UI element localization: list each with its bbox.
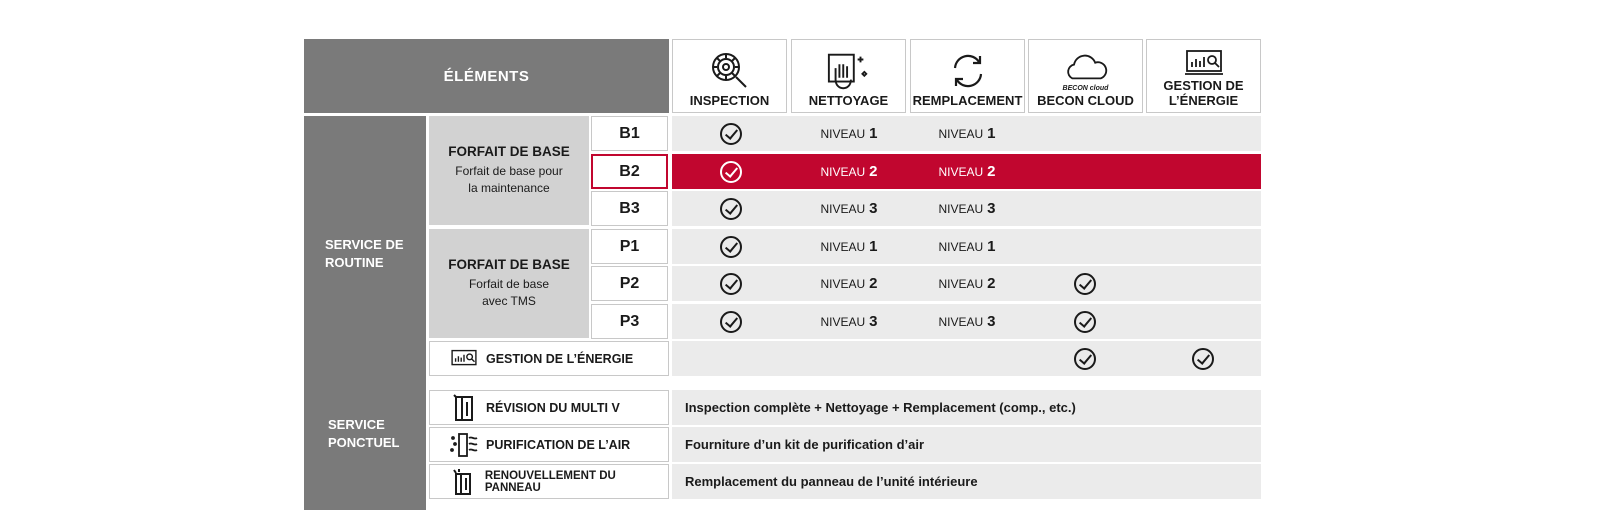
cloud-icon xyxy=(1063,49,1109,93)
column-label-becon-cloud: BECON CLOUD xyxy=(1037,93,1134,108)
column-label-nettoyage: NETTOYAGE xyxy=(808,93,889,108)
check-icon xyxy=(720,311,742,333)
inspection-cell xyxy=(672,191,790,226)
becon-cell xyxy=(1026,116,1144,151)
package-title: FORFAIT DE BASE xyxy=(448,144,570,159)
level-number: 1 xyxy=(987,125,996,142)
column-label-inspection: INSPECTION xyxy=(689,93,770,108)
package-code-p1[interactable]: P1 xyxy=(591,229,668,264)
column-header-becon-cloud xyxy=(1028,39,1143,113)
remplacement-level-cell xyxy=(908,229,1026,264)
column-header-remplacement xyxy=(910,39,1025,113)
gestion-cell xyxy=(1144,341,1261,376)
check-icon xyxy=(1074,311,1096,333)
level-number: 1 xyxy=(869,125,878,142)
energy-monitor-icon xyxy=(448,345,480,373)
inspection-cell xyxy=(672,304,790,339)
package-title: FORFAIT DE BASE xyxy=(448,257,570,272)
check-icon xyxy=(1074,273,1096,295)
package-code-b3[interactable]: B3 xyxy=(591,191,668,226)
level-word: NIVEAU xyxy=(820,239,866,254)
section-ponctuel-label: SERVICE PONCTUEL xyxy=(328,417,400,450)
becon-cell xyxy=(1026,266,1144,301)
becon-cell xyxy=(1026,154,1144,189)
package-row-p3[interactable] xyxy=(672,304,1261,339)
inspection-cell xyxy=(672,116,790,151)
level-word: NIVEAU xyxy=(820,164,866,179)
package-row-p2[interactable] xyxy=(672,266,1261,301)
multi-v-unit-icon xyxy=(448,394,480,422)
inspection-cell xyxy=(672,266,790,301)
column-header-gestion-energie xyxy=(1146,39,1261,113)
level-number: 3 xyxy=(987,200,996,217)
ponctuel-description: Remplacement du panneau de l’unité intérieure xyxy=(672,464,1261,499)
ponctuel-label: PURIFICATION DE L’AIR xyxy=(486,437,631,452)
column-header-inspection xyxy=(672,39,787,113)
cloud-icon-text: BECON cloud xyxy=(1062,85,1109,92)
package-code-p3[interactable]: P3 xyxy=(591,304,668,339)
package-row-b1[interactable] xyxy=(672,116,1261,151)
ponctuel-item-air-purification[interactable] xyxy=(429,427,669,462)
check-icon xyxy=(720,236,742,258)
level-word: NIVEAU xyxy=(938,126,984,141)
level-word: NIVEAU xyxy=(820,126,866,141)
level-word: NIVEAU xyxy=(820,314,866,329)
package-code-p2[interactable]: P2 xyxy=(591,266,668,301)
level-number: 1 xyxy=(869,238,878,255)
energy-management-label[interactable] xyxy=(429,341,669,376)
check-icon xyxy=(720,273,742,295)
energy-management-text: GESTION DE L’ÉNERGIE xyxy=(486,351,634,366)
nettoyage-level-cell xyxy=(790,266,908,301)
level-number: 1 xyxy=(987,238,996,255)
gear-magnifier-icon xyxy=(707,49,753,93)
panel-renewal-icon xyxy=(448,468,479,496)
check-icon xyxy=(720,161,742,183)
package-basic-tms xyxy=(429,229,589,338)
ponctuel-item-panel-renewal[interactable] xyxy=(429,464,669,499)
level-word: NIVEAU xyxy=(820,276,866,291)
ponctuel-label: RÉVISION DU MULTI V xyxy=(486,400,620,415)
nettoyage-level-cell xyxy=(790,304,908,339)
column-label-gestion-energie: GESTION DE L’ÉNERGIE xyxy=(1163,78,1244,108)
becon-cell xyxy=(1026,341,1144,376)
remplacement-level-cell xyxy=(908,266,1026,301)
hand-cleaning-icon xyxy=(826,49,872,93)
level-word: NIVEAU xyxy=(938,201,984,216)
nettoyage-level-cell xyxy=(790,229,908,264)
level-number: 3 xyxy=(869,313,878,330)
column-label-remplacement: REMPLACEMENT xyxy=(912,93,1023,108)
package-row-b2[interactable] xyxy=(672,154,1261,189)
check-icon xyxy=(720,198,742,220)
level-number: 2 xyxy=(987,163,996,180)
ponctuel-item-multi-v[interactable] xyxy=(429,390,669,425)
level-word: NIVEAU xyxy=(938,276,984,291)
air-purification-icon xyxy=(448,431,480,459)
level-word: NIVEAU xyxy=(820,201,866,216)
nettoyage-level-cell xyxy=(790,154,908,189)
remplacement-level-cell xyxy=(908,191,1026,226)
remplacement-level-cell xyxy=(908,154,1026,189)
level-word: NIVEAU xyxy=(938,164,984,179)
level-number: 2 xyxy=(869,163,878,180)
elements-header-label: ÉLÉMENTS xyxy=(443,67,530,85)
level-number: 3 xyxy=(987,313,996,330)
ponctuel-label: RENOUVELLEMENT DU PANNEAU xyxy=(484,469,616,494)
check-icon xyxy=(1074,348,1096,370)
column-header-nettoyage xyxy=(791,39,906,113)
package-code-b1[interactable]: B1 xyxy=(591,116,668,151)
level-number: 2 xyxy=(987,275,996,292)
remplacement-level-cell xyxy=(908,304,1026,339)
inspection-cell xyxy=(672,154,790,189)
becon-cell xyxy=(1026,191,1144,226)
level-number: 2 xyxy=(869,275,878,292)
ponctuel-description: Fourniture d’un kit de purification d’air xyxy=(672,427,1261,462)
package-subtitle: Forfait de base pour la maintenance xyxy=(455,164,563,195)
nettoyage-level-cell xyxy=(790,116,908,151)
energy-management-row xyxy=(672,341,1261,376)
check-icon xyxy=(720,123,742,145)
level-word: NIVEAU xyxy=(938,239,984,254)
becon-cell xyxy=(1026,304,1144,339)
inspection-cell xyxy=(672,229,790,264)
level-word: NIVEAU xyxy=(938,314,984,329)
package-subtitle: Forfait de base avec TMS xyxy=(468,277,550,308)
energy-monitor-icon xyxy=(1181,48,1227,78)
package-code-b2[interactable]: B2 xyxy=(591,154,668,189)
nettoyage-level-cell xyxy=(790,191,908,226)
elements-header xyxy=(304,39,669,113)
replace-arrows-icon xyxy=(945,49,991,93)
package-row-p1[interactable] xyxy=(672,229,1261,264)
becon-cell xyxy=(1026,229,1144,264)
check-icon xyxy=(1192,348,1214,370)
level-number: 3 xyxy=(869,200,878,217)
package-row-b3[interactable] xyxy=(672,191,1261,226)
package-basic-maintenance xyxy=(429,116,589,225)
remplacement-level-cell xyxy=(908,116,1026,151)
ponctuel-description: Inspection complète + Nettoyage + Remplacement (comp., etc.) xyxy=(672,390,1261,425)
section-routine-label: SERVICE DE ROUTINE xyxy=(325,237,404,270)
